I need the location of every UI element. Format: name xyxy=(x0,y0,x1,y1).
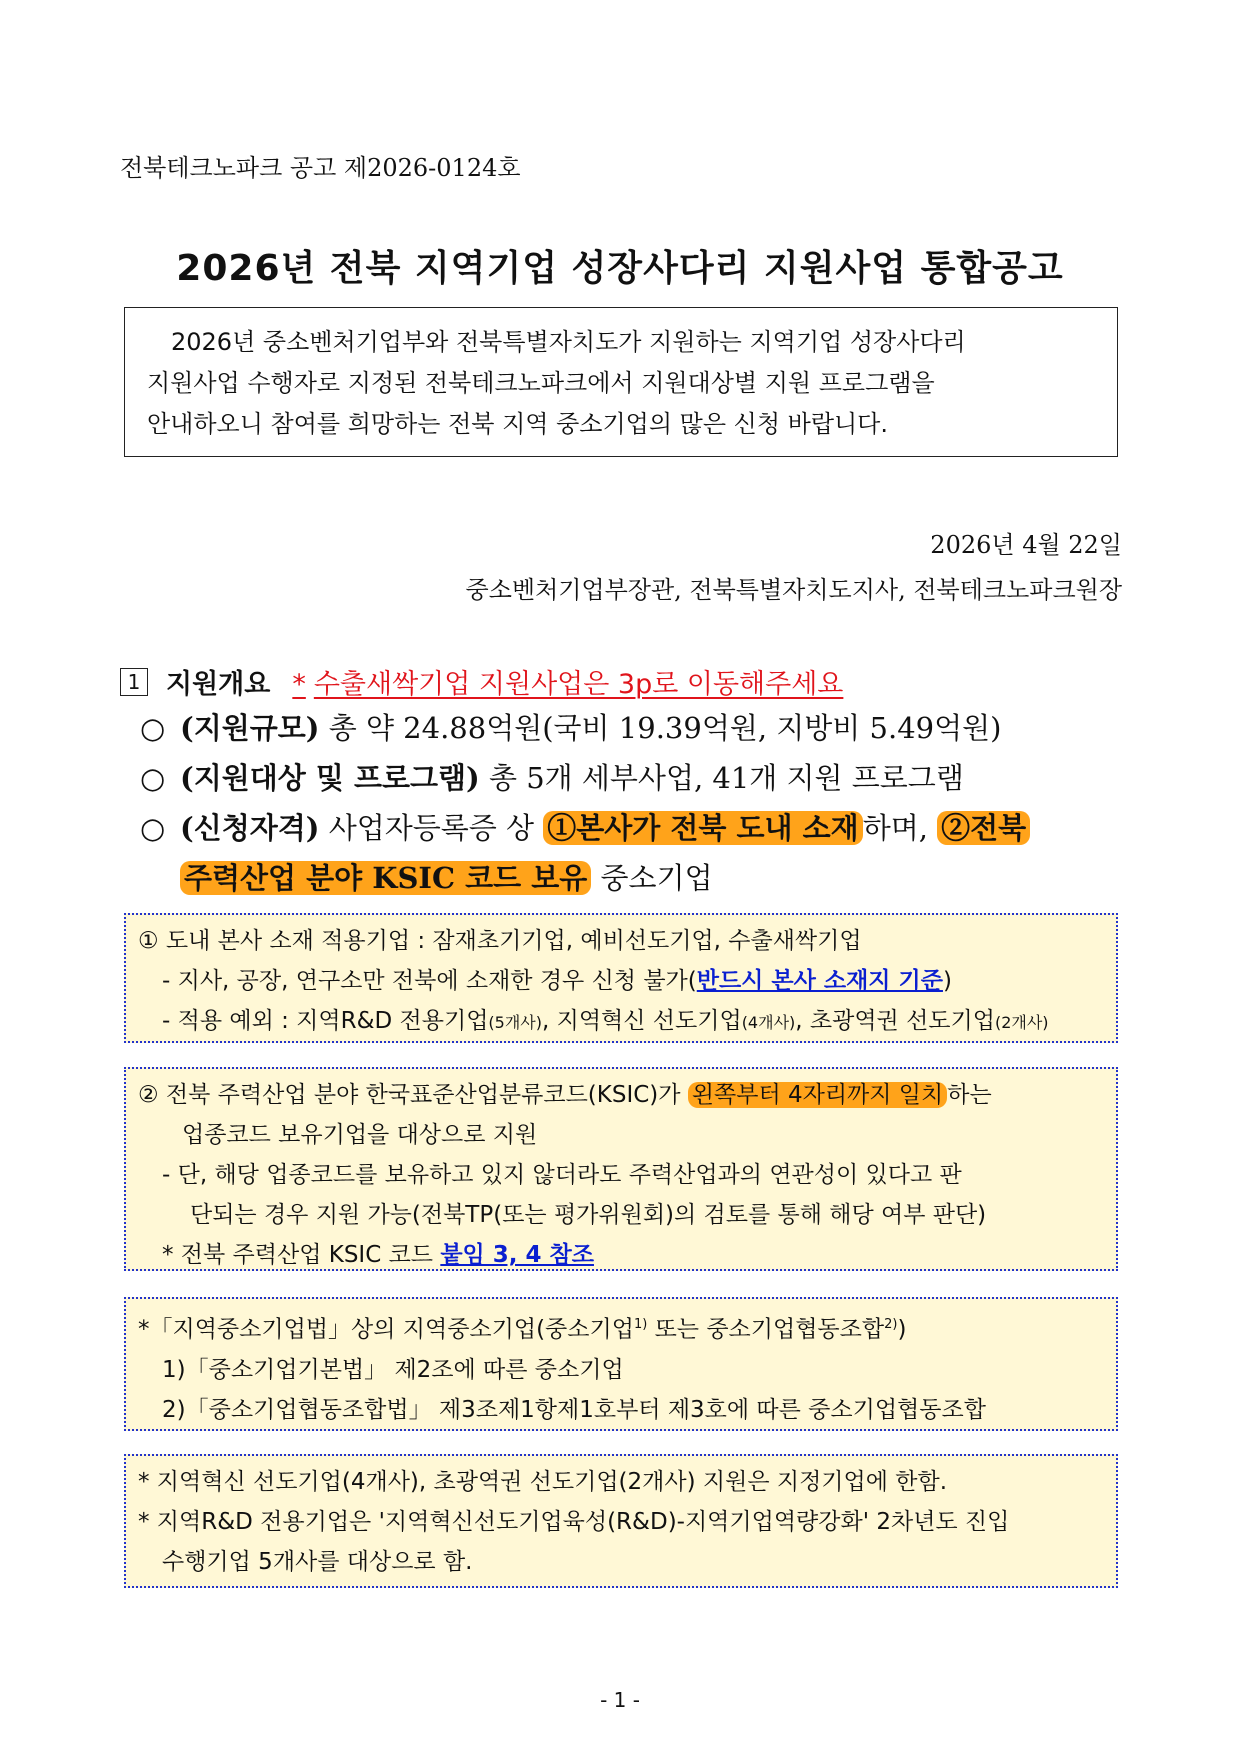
bullet-eligibility xyxy=(140,806,1030,850)
section-title: 지원개요 xyxy=(166,669,271,700)
box-line: - 적용 예외 : 지역R&D 전용기업(5개사), 지역혁신 선도기업(4개사), 초광역권 선도기업(2개사) xyxy=(162,1008,1049,1034)
box-line: ① 도내 본사 소재 적용기업 : 잠재초기기업, 예비선도기업, 수출새싹기업 xyxy=(138,928,862,954)
section-note xyxy=(292,662,843,701)
box-line: 1)「중소기업기본법」 제2조에 따른 중소기업 xyxy=(162,1356,624,1383)
highlight-ksic: ②전북 xyxy=(937,811,1030,845)
bullet-text: 중소기업 xyxy=(600,861,713,895)
bullet-dot: ○ xyxy=(140,811,166,845)
box-line: 업종코드 보유기업을 대상으로 지원 xyxy=(182,1122,538,1148)
section-header xyxy=(120,662,843,701)
bullet-target xyxy=(140,756,964,800)
page-title: 2026년 전북 지역기업 성장사다리 지원사업 통합공고 xyxy=(176,248,1064,289)
box-line: *「지역중소기업법」상의 지역중소기업(중소기업$^{1)}$ 또는 중소기업협동조합$^{2)}$) xyxy=(138,1316,907,1343)
note-box-ksic xyxy=(124,1067,1118,1271)
intro-line: 2026년 중소벤처기업부와 전북특별자치도가 지원하는 지역기업 성장사다리 xyxy=(171,328,966,356)
note-box-hq xyxy=(124,913,1118,1043)
highlight-hq: ①본사가 전북 도내 소재 xyxy=(543,811,862,845)
bullet-dot: ○ xyxy=(140,711,166,745)
bullet-text: 사업자등록증 상 xyxy=(328,811,535,845)
box-line: 단되는 경우 지원 가능(전북TP(또는 평가위원회)의 검토를 통해 해당 여부 판단) xyxy=(190,1202,987,1228)
note-star: * xyxy=(292,669,306,700)
bullet-label: (지원규모) xyxy=(180,711,320,745)
attachment-reference: 붙임 3, 4 참조 xyxy=(440,1242,594,1268)
intro-line: 안내하오니 참여를 희망하는 전북 지역 중소기업의 많은 신청 바랍니다. xyxy=(147,410,888,438)
box-line: * 지역혁신 선도기업(4개사), 초광역권 선도기업(2개사) 지원은 지정기업에 한함. xyxy=(138,1469,947,1495)
bullet-text: 하며, xyxy=(862,811,928,845)
bullet-text: 총 약 24.88억원(국비 19.39억원, 지방비 5.49억원) xyxy=(328,711,1002,745)
bullet-label: (신청자격) xyxy=(180,811,320,845)
bullet-eligibility-cont xyxy=(180,856,713,900)
section-number: 1 xyxy=(120,668,148,696)
intro-box xyxy=(124,307,1118,457)
bullet-text: 총 5개 세부사업, 41개 지원 프로그램 xyxy=(488,761,964,795)
box-line: 2)「중소기업협동조합법」 제3조제1항제1호부터 제3호에 따른 중소기업협동조합 xyxy=(162,1396,986,1423)
box-line: - 단, 해당 업종코드를 보유하고 있지 않더라도 주력산업과의 연관성이 있다고 판 xyxy=(162,1162,962,1188)
box-line: ② 전북 주력산업 분야 한국표준산업분류코드(KSIC)가 왼쪽부터 4자리까지 일치 하는 xyxy=(138,1082,992,1108)
bullet-dot: ○ xyxy=(140,761,166,795)
notice-number: 전북테크노파크 공고 제2026-0124호 xyxy=(120,154,521,182)
bullet-label: (지원대상 및 프로그램) xyxy=(180,761,480,795)
emphasis-text: 반드시 본사 소재지 기준 xyxy=(696,968,943,994)
box-line: 수행기업 5개사를 대상으로 함. xyxy=(162,1549,473,1575)
highlight-4digit: 왼쪽부터 4자리까지 일치 xyxy=(688,1082,947,1108)
note-box-designated xyxy=(124,1454,1118,1588)
page-number: - 1 - xyxy=(600,1688,640,1712)
box-line: - 지사, 공장, 연구소만 전북에 소재한 경우 신청 불가(반드시 본사 소재지 기준) xyxy=(162,968,952,994)
bullet-scale xyxy=(140,706,1001,750)
highlight-ksic: 주력산업 분야 KSIC 코드 보유 xyxy=(180,861,591,895)
note-box-definition xyxy=(124,1297,1118,1431)
box-line: * 지역R&D 전용기업은 '지역혁신선도기업육성(R&D)-지역기업역량강화' 2차년도 진입 xyxy=(138,1509,1010,1535)
box-line: * 전북 주력산업 KSIC 코드 붙임 3, 4 참조 xyxy=(162,1242,594,1268)
intro-line: 지원사업 수행자로 지정된 전북테크노파크에서 지원대상별 지원 프로그램을 xyxy=(147,369,935,397)
notice-date: 2026년 4월 22일 xyxy=(930,531,1122,559)
signers: 중소벤처기업부장관, 전북특별자치도지사, 전북테크노파크원장 xyxy=(465,576,1122,604)
note-text: 수출새싹기업 지원사업은 3p로 이동해주세요 xyxy=(313,669,844,700)
